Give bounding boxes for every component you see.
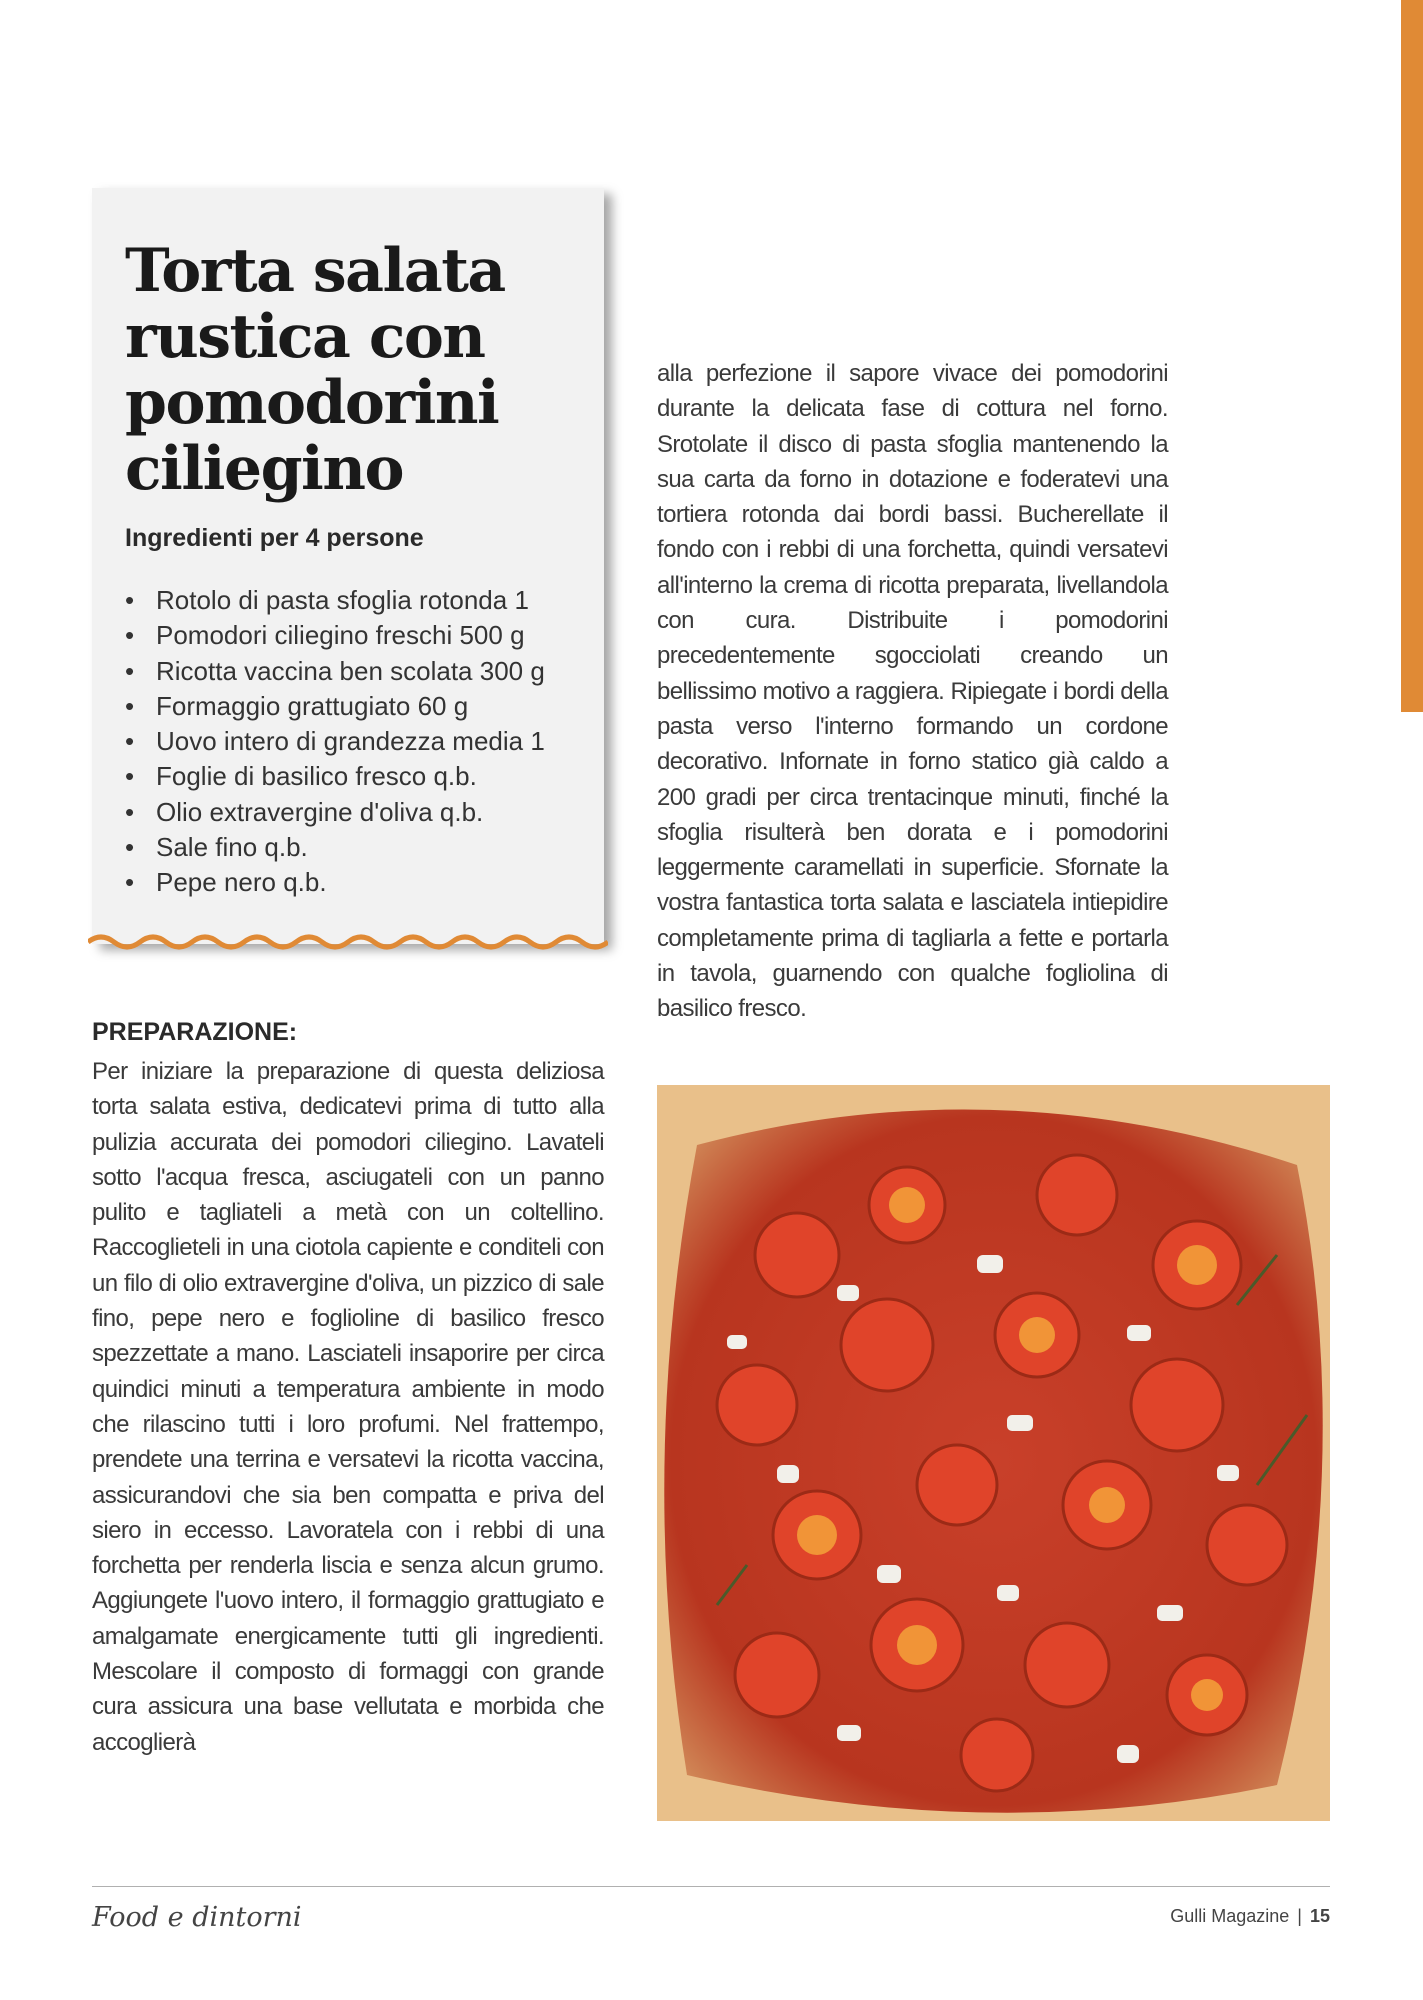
ingredient-item [125,618,595,653]
ingredient-text: Rotolo di pasta sfoglia rotonda 1 [156,585,529,615]
preparation-text-left: Per iniziare la preparazione di questa deliziosa torta salata estiva, dedicatevi prima di tutto alla pulizia accurata dei pomodori ciliegino. Lavateli sotto l'acqua fresca, asciugateli con un panno pulito e tagliateli a metà con un coltellino. Raccoglieteli in una ciotola capiente e conditeli con un filo di olio extravergine d'oliva, un pizzico di sale fino, pepe nero e foglioline di basilico fresco spezzettate a mano. Lasciateli insaporire per circa quindici minuti a temperatura ambiente in modo che rilascino tutti i loro profumi. Nel frattempo, prendete una terrina e versatevi la ricotta vaccina, assicurandovi che sia ben compatta e priva del siero in eccesso. Lavoratela con i rebbi di una forchetta per renderla liscia e senza alcun grumo. Aggiungete l'uovo intero, il formaggio grattugiato e amalgamate energicamente tutti gli ingredienti. Mescolare il composto di formaggi con grande cura assicura una base vellutata e morbida che accoglierà [92,1058,604,1756]
ingredient-item [125,689,595,724]
bullet: • [125,726,135,757]
orange-side-tab [1401,0,1423,712]
ingredient-text: Olio extravergine d'oliva q.b. [156,796,484,827]
ingredient-text: Pomodori ciliegino freschi 500 g [156,620,525,651]
recipe-title: Torta salata rustica con pomodorini ciliegino [125,236,505,504]
ingredient-item [125,759,595,794]
ingredients-heading: Ingredienti per 4 persone [125,524,424,552]
ingredient-text: Pepe nero q.b. [156,867,327,898]
ingredient-item [125,795,595,830]
bullet: • [125,585,135,615]
tart-photo [657,1085,1330,1821]
ingredient-item [125,830,595,865]
footer-separator: | [1297,1906,1302,1926]
ingredient-text: Ricotta vaccina ben scolata 300 g [156,655,545,686]
ingredients-list [125,583,595,901]
ingredient-text: Uovo intero di grandezza media 1 [156,726,545,757]
ingredient-text: Sale fino q.b. [156,832,308,863]
bullet: • [125,761,135,792]
ingredient-text: Foglie di basilico fresco q.b. [156,761,477,792]
bullet: • [125,690,135,721]
ingredient-item [125,654,595,689]
ingredient-text: Formaggio grattugiato 60 g [156,690,469,721]
footer-section-title: Food e dintorni [92,1902,302,1933]
preparation-heading: PREPARAZIONE: [92,1018,298,1046]
bullet: • [125,655,135,686]
bullet: • [125,796,135,827]
ingredient-item [125,865,595,900]
footer-magazine-info [1170,1906,1330,1927]
page-number: 15 [1309,1906,1330,1926]
bullet: • [125,867,135,898]
preparation-text-right: alla perfezione il sapore vivace dei pomodorini durante la delicata fase di cottura nel forno. Srotolate il disco di pasta sfoglia mantenendo la sua carta da forno in dotazione e foderatevi una tortiera rotonda dai bordi bassi. Bucherellate il fondo con i rebbi di una forchetta, quindi versatevi all'interno la crema di ricotta preparata, livellandola con cura. Distribuite i pomodorini precedentemente sgocciolati creando un bellissimo motivo a raggiera. Ripiegate i bordi della pasta verso l'interno formando un cordone decorativo. Infornate in forno statico già caldo a 200 gradi per circa trentacinque minuti, finché la sfoglia risulterà ben dorata e i pomodorini leggermente caramellati in superficie. Sfornate la vostra fantastica torta salata e lasciatela intiepidire completamente prima di tagliarla a fette e portarla in tavola, guarnendo con qualche fogliolina di basilico fresco. [657,360,1168,1023]
ingredient-item [125,583,595,618]
footer-divider [92,1886,1330,1887]
bullet: • [125,620,135,651]
ingredient-item [125,724,595,759]
wavy-border-decoration [88,928,608,958]
magazine-name: Gulli Magazine [1170,1906,1290,1926]
bullet: • [125,832,135,863]
